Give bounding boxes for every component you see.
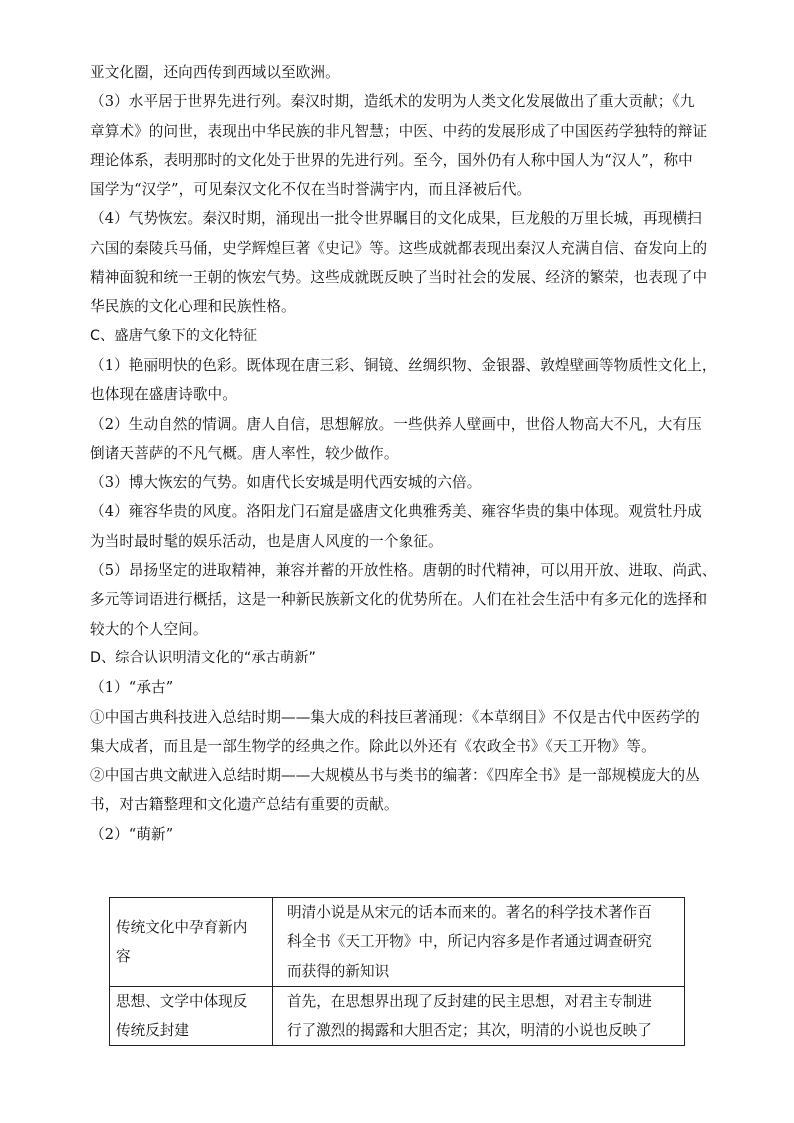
cell-text-line: 首先，在思想界出现了反封建的民主思想，对君主专制进 [287, 992, 652, 1010]
table-cell-label [110, 898, 273, 987]
text-line: （4）气势恢宏。秦汉时期，涌现出一批令世界瞩目的文化成果，巨龙般的万里长城，再现横扫 [90, 210, 702, 228]
text-line: 章算术》的问世，表现出中华民族的非凡智慧；中医、中药的发展形成了中国医药学独特的辩证 [90, 122, 708, 140]
text-line: 精神面貌和统一王朝的恢宏气势。这些成就既反映了当时社会的发展、经济的繁荣，也表现了中 [90, 269, 708, 287]
text-line: 多元等词语进行概括，这是一种新民族新文化的优势所在。人们在社会生活中有多元化的选择和 [90, 591, 708, 609]
text-line: 国学为“汉学”，可见秦汉文化不仅在当时誉满宇内，而且泽被后代。 [90, 181, 532, 199]
innovation-table [109, 897, 685, 1046]
text-line: 也体现在盛唐诗歌中。 [90, 386, 237, 404]
text-line: 理论体系，表明那时的文化处于世界的先进行列。至今，国外仍有人称中国人为“汉人”，称中 [90, 151, 693, 169]
text-line: （2）生动自然的情调。唐人自信，思想解放。一些供养人壁画中，世俗人物高大不凡，大有压 [90, 415, 702, 433]
cell-text-line: 思想、文学中体现反 [116, 992, 248, 1010]
text-line: 集大成者，而且是一部生物学的经典之作。除此以外还有《农政全书》《天工开物》等。 [90, 737, 656, 755]
text-line: ①中国古典科技进入总结时期——集大成的科技巨著涌现：《本草纲目》不仅是古代中医药学的 [90, 708, 700, 726]
text-line: （4）雍容华贵的风度。洛阳龙门石窟是盛唐文化典雅秀美、雍容华贵的集中体现。观赏牡丹成 [90, 503, 702, 521]
text-line: （3）水平居于世界先进行列。秦汉时期，造纸术的发明为人类文化发展做出了重大贡献；《九 [90, 93, 695, 111]
cell-text-line: 而获得的新知识 [287, 962, 390, 980]
text-line: （1）艳丽明快的色彩。既体现在唐三彩、铜镜、丝绸织物、金银器、敦煌壁画等物质性文化上， [90, 356, 717, 374]
text-line: 六国的秦陵兵马俑，史学辉煌巨著《史记》等。这些成就都表现出秦汉人充满自信、奋发向上的 [90, 239, 708, 257]
cell-text-line: 传统反封建 [116, 1022, 189, 1040]
cell-text-line: 科全书《天工开物》中，所记内容多是作者通过调查研究 [287, 933, 652, 951]
table-cell-label [110, 986, 273, 1046]
text-line: （5）昂扬坚定的进取精神，兼容并蓄的开放性格。唐朝的时代精神，可以用开放、进取、尚武、 [90, 562, 717, 580]
text-line: （3）博大恢宏的气势。如唐代长安城是明代西安城的六倍。 [90, 474, 482, 492]
body-text [90, 58, 717, 849]
cell-text-line: 传统文化中孕育新内 [116, 918, 248, 936]
cell-text-line: 明清小说是从宋元的话本而来的。著名的科学技术著作百 [287, 904, 652, 921]
text-line: （2）“萌新” [90, 825, 174, 843]
table-cell-content [273, 986, 685, 1046]
text-line: 书，对古籍整理和文化遗产总结有重要的贡献。 [90, 796, 399, 814]
table-cell-content [273, 898, 685, 987]
text-line: 亚文化圈，还向西传到西域以至欧洲。 [90, 64, 340, 81]
cell-text-line: 容 [116, 947, 131, 965]
section-heading-d: D、综合认识明清文化的“承古萌新” [90, 649, 316, 666]
text-line: 较大的个人空间。 [90, 620, 208, 638]
text-line: 华民族的文化心理和民族性格。 [90, 298, 296, 316]
text-line: （1）“承古” [90, 679, 174, 697]
text-line: ②中国古典文献进入总结时期——大规模丛书与类书的编著：《四库全书》是一部规模庞大的丛 [90, 767, 700, 785]
table-row [110, 986, 685, 1046]
text-line: 为当时最时髦的娱乐活动，也是唐人风度的一个象征。 [90, 532, 443, 550]
cell-text-line: 行了激烈的揭露和大胆否定；其次，明清的小说也反映了 [287, 1022, 652, 1040]
text-line: 倒诸天菩萨的不凡气概。唐人率性，较少做作。 [90, 444, 399, 462]
table-row [110, 898, 685, 987]
section-heading-c: C、盛唐气象下的文化特征 [90, 327, 258, 344]
